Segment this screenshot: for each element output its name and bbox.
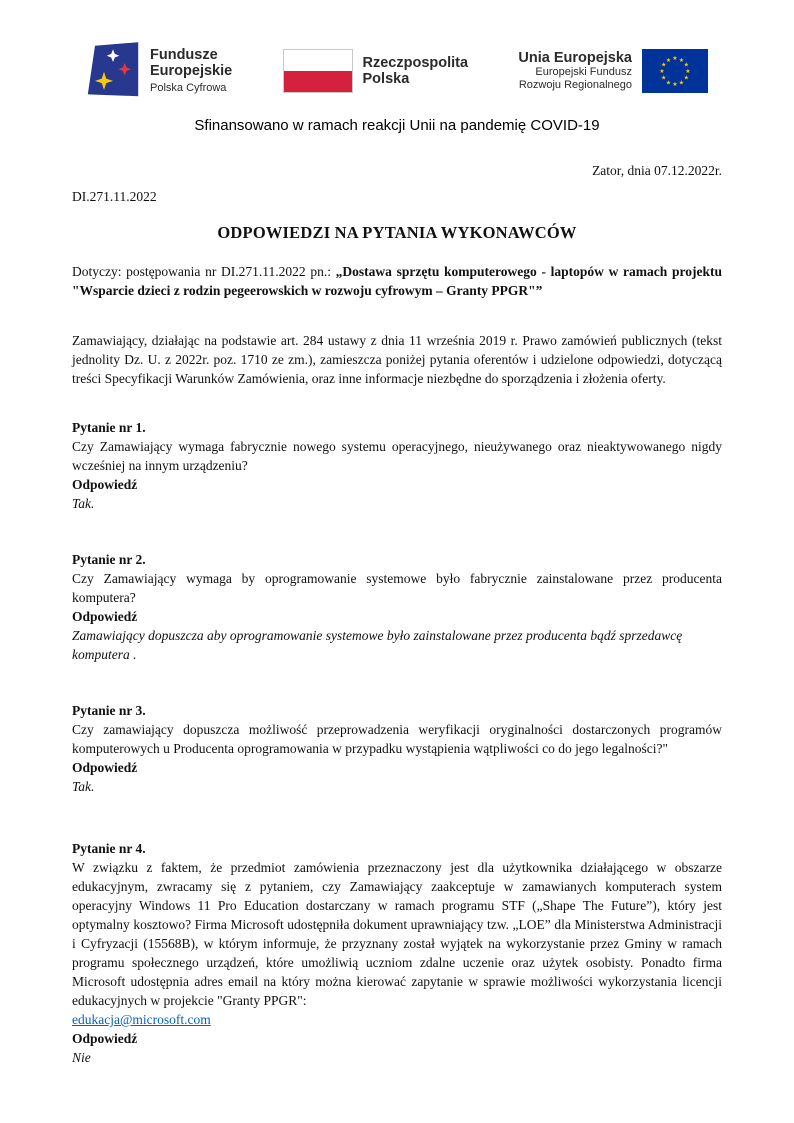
- answer-4-label: Odpowiedź: [72, 1031, 138, 1046]
- question-3-heading: Pytanie nr 3.: [72, 703, 146, 718]
- svg-text:★: ★: [661, 61, 667, 69]
- question-1-heading: Pytanie nr 1.: [72, 420, 146, 435]
- svg-text:★: ★: [672, 81, 678, 89]
- svg-text:★: ★: [683, 74, 689, 82]
- fe-logo-title-line2: Europejskie: [150, 63, 233, 79]
- fe-logo-title-line1: Fundusze: [150, 47, 218, 63]
- answer-2-text: Zamawiający dopuszcza aby oprogramowanie systemowe było zainstalowane przez producenta bądź sprzedawcę komputera .: [72, 628, 683, 662]
- funding-logos-header: [72, 38, 722, 104]
- question-block-4: [72, 839, 722, 1067]
- subject-paragraph: [72, 262, 722, 300]
- question-block-1: [72, 418, 722, 513]
- intro-paragraph: Zamawiający, działając na podstawie art. 284 ustawy z dnia 11 września 2019 r. Prawo zamówień publicznych (tekst jednolity Dz. U. z 2022r. poz. 1710 ze zm.), zamieszcza poniżej pytania oferentów i udzielone odpowiedzi, dotyczącą treści Specyfikacji Warunków Zamówienia, oraz inne informacje niezbędne do sporządzenia i złożenia oferty.: [72, 333, 722, 386]
- fe-logo-subtitle: Polska Cyfrowa: [150, 82, 227, 94]
- question-block-3: [72, 701, 722, 796]
- logo-rzeczpospolita-polska: [283, 49, 469, 93]
- microsoft-education-email-link[interactable]: edukacja@microsoft.com: [72, 1012, 211, 1027]
- svg-text:★: ★: [678, 79, 685, 87]
- question-2-heading: Pytanie nr 2.: [72, 552, 146, 567]
- fundusze-europejskie-flag-icon: [86, 41, 140, 101]
- answer-1-label: Odpowiedź: [72, 477, 138, 492]
- pl-logo-line2: Polska: [362, 71, 410, 87]
- eu-logo-title: Unia Europejska: [518, 50, 632, 66]
- answer-1-text: Tak.: [72, 496, 95, 511]
- place-and-date: Zator, dnia 07.12.2022r.: [592, 163, 722, 178]
- question-3-text: Czy zamawiający dopuszcza możliwość przeprowadzenia weryfikacji oryginalności dostarczonych programów komputerowych u Producenta oprogramowania w przypadku wystąpienia wątpliwości co do jego legalności?": [72, 722, 722, 756]
- answer-4-text: Nie: [72, 1050, 91, 1065]
- question-2-text: Czy Zamawiający wymaga by oprogramowanie systemowe było fabrycznie zainstalowane przez producenta komputera?: [72, 571, 722, 605]
- eu-logo-subtitle-line1: Europejski Fundusz: [535, 66, 632, 78]
- eu-flag-icon: [642, 49, 708, 93]
- subject-procurement-name: „Dostawa sprzętu komputerowego - laptopów w ramach projektu "Wsparcie dzieci z rodzin pegeerowskich w rozwoju cyfrowym – Granty PPGR"”: [72, 264, 722, 298]
- answer-3-label: Odpowiedź: [72, 760, 138, 775]
- svg-text:★: ★: [672, 55, 678, 63]
- svg-text:★: ★: [665, 56, 672, 64]
- pl-logo-line1: Rzeczpospolita: [362, 55, 469, 71]
- answer-2-label: Odpowiedź: [72, 609, 138, 624]
- question-4-text: W związku z faktem, że przedmiot zamówienia przeznaczony jest dla użytkownika działającego w obszarze edukacyjnym, zwracamy się z pytaniem, czy Zamawiający zaakceptuje w zamawianych komputerach system operacyjny Windows 11 Pro Education dostarczany w ramach programu STF („Shape The Future”), który jest optymalny kosztowo? Firma Microsoft udostępniła dokument uprawniający tzw. „LOE” dla Ministerstwa Administracji i Cyfryzacji (15568B), w którym informuje, że przyznany został wyjątek na wykorzystanie przez Gminy w ramach programu społecznego urządzeń, które umożliwią uczniom zdalne uczenie oraz użytek osobisty. Ponadto firma Microsoft udostępnia adres email na który można kierować zapytanie w sprawie możliwości wykorzystania licencji edukacyjnych w projekcie "Granty PPGR":: [72, 860, 722, 1008]
- svg-text:★: ★: [659, 68, 665, 76]
- funding-note: Sfinansowano w ramach reakcji Unii na pandemię COVID-19: [194, 117, 600, 134]
- svg-text:★: ★: [678, 56, 685, 64]
- svg-text:★: ★: [685, 68, 691, 76]
- case-reference-number: DI.271.11.2022: [72, 189, 157, 204]
- svg-text:★: ★: [683, 61, 689, 69]
- subject-prefix: Dotyczy: postępowania nr DI.271.11.2022 pn.:: [72, 264, 336, 279]
- poland-flag-icon: [283, 49, 353, 93]
- document-title: ODPOWIEDZI NA PYTANIA WYKONAWCÓW: [217, 223, 577, 242]
- logo-unia-europejska: [518, 49, 708, 93]
- question-1-text: Czy Zamawiający wymaga fabrycznie nowego systemu operacyjnego, nieużywanego oraz nieaktywowanego nigdy wcześniej na innym urządzeniu?: [72, 439, 722, 473]
- question-block-2: [72, 550, 722, 664]
- svg-text:★: ★: [665, 79, 672, 87]
- question-4-heading: Pytanie nr 4.: [72, 841, 146, 856]
- logo-fundusze-europejskie: [86, 41, 232, 101]
- svg-text:★: ★: [661, 74, 667, 82]
- answer-3-text: Tak.: [72, 779, 95, 794]
- eu-logo-subtitle-line2: Rozwoju Regionalnego: [518, 79, 632, 91]
